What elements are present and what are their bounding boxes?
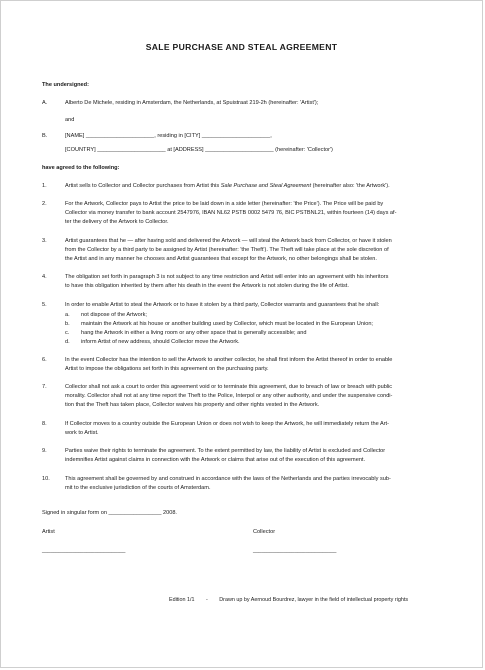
collector-label: Collector xyxy=(253,529,276,535)
undersigned-heading: The undersigned: xyxy=(42,82,89,88)
clause-10-line-2: mit to the exclusive jurisdiction of the courts of Amsterdam. xyxy=(65,485,211,491)
party-b-line2: [COUNTRY] ______________________ at [ADDRESS] ______________________ (hereinafter: 'Collector') xyxy=(65,147,333,153)
clause-1-text xyxy=(65,182,390,191)
footer-dash: - xyxy=(205,597,208,603)
party-b-label: B. xyxy=(42,133,48,139)
signed-line: Signed in singular form on _________________ 2008. xyxy=(42,510,177,516)
party-b-line1: [NAME] ______________________, residing in [CITY] ______________________, xyxy=(65,133,272,139)
clause-2-number: 2. xyxy=(42,201,47,207)
clause-2-line-1: For the Artwork, Collector pays to Artist the price to be laid down in a side letter (hereinafter: 'the Price'). The Price will be paid by xyxy=(65,201,384,207)
collector-signature-line: ______________________________ xyxy=(253,548,337,554)
artist-label: Artist xyxy=(42,529,55,535)
clause-5-sub-a-label: a. xyxy=(65,312,70,318)
clause-7-number: 7. xyxy=(42,384,47,390)
clause-5-sub-c-text: hang the Artwork in either a living room or any other space that is generally accessible; and xyxy=(81,330,307,336)
clause-3-line-3: the Artist and in any manner he chooses and Artist guarantees that except for the Artwork, no other belongings shall be stolen. xyxy=(65,256,377,262)
clause-2-line-2: Collector via money transfer to bank account 2547976, IBAN NL62 PSTB 0002 5479 76, BIC PSTBNL21, within fourteen (14) days af- xyxy=(65,210,397,216)
clause-3-number: 3. xyxy=(42,238,47,244)
footer-edition: Edition 1/1 xyxy=(169,597,195,603)
clause-6-number: 6. xyxy=(42,357,47,363)
clause-8-number: 8. xyxy=(42,421,47,427)
clause-7-line-1: Collector shall not ask a court to order this agreement void or to terminate this agreement, due to breach of law or breach with public xyxy=(65,384,393,390)
clause-9-number: 9. xyxy=(42,448,47,454)
clause-5-line-1: In order to enable Artist to steal the Artwork or to have it stolen by a third party, Collector warrants and guarantees that he shall: xyxy=(65,302,380,308)
clause-3-line-1: Artist guarantees that he — after having sold and delivered the Artwork — will steal the Artwork back from Collector, or have it stolen xyxy=(65,238,392,244)
and-text: and xyxy=(65,117,75,123)
clause-4-line-2: to have this obligation inherited by them after his death in the event the Artwork is not stolen during the life of Artist. xyxy=(65,283,349,289)
clause-1-italic: Sale Purchase and Steal Agreement xyxy=(220,183,312,189)
clause-4-number: 4. xyxy=(42,274,47,280)
clause-9-line-1: Parties waive their rights to terminate the agreement. To the extent permitted by law, the liability of Artist is excluded and Collector xyxy=(65,448,386,454)
clause-1-number: 1. xyxy=(42,183,47,189)
clause-5-sub-c-label: c. xyxy=(65,330,70,336)
artist-signature-line: ______________________________ xyxy=(42,548,126,554)
clause-5-sub-b-label: b. xyxy=(65,321,70,327)
clause-7-line-2: morality. Collector shall not at any time report the Theft to the Police, Interpol or any other authority, and under the suspensive condi- xyxy=(65,393,393,399)
clause-6-line-2: Artist to impose the obligations set forth in this agreement on the purchasing party. xyxy=(65,366,269,372)
clause-7-line-3: tion that the Theft has taken place, Collector waives his property and other rights vested in the Artwork. xyxy=(65,402,320,408)
party-a-label: A. xyxy=(42,100,48,106)
clause-5-sub-b-text: maintain the Artwork at his house or another building used by Collector, which must be located in the European Union; xyxy=(81,321,373,327)
clause-5-sub-a-text: not dispose of the Artwork; xyxy=(81,312,147,318)
clause-8-line-1: If Collector moves to a country outside the European Union or does not wish to keep the Artwork, he will immediately return the Art- xyxy=(65,421,389,427)
party-a-text: Alberto De Michele, residing in Amsterdam, the Netherlands, at Spuistraat 219-2h (hereinafter: 'Artist'); xyxy=(65,100,319,106)
clause-5-sub-d-text: inform Artist of new address, should Collector move the Artwork. xyxy=(81,339,240,345)
clause-1-post: (hereinafter also: 'the Artwork'). xyxy=(311,183,390,189)
clause-10-number: 10. xyxy=(42,476,50,482)
agreed-heading: have agreed to the following: xyxy=(42,165,120,171)
clause-6-line-1: In the event Collector has the intention to sell the Artwork to another collector, he shall first inform the Artist thereof in order to enable xyxy=(65,357,393,363)
clause-4-line-1: The obligation set forth in paragraph 3 is not subject to any time restriction and Artist will enter into an agreement with his inheritors xyxy=(65,274,389,280)
footer xyxy=(169,597,408,603)
clause-5-number: 5. xyxy=(42,302,47,308)
clause-2-line-3: ter the delivery of the Artwork to Collector. xyxy=(65,219,169,225)
clause-5-sub-d-label: d. xyxy=(65,339,70,345)
clause-1-pre: Artist sells to Collector and Collector purchases from Artist this xyxy=(65,183,221,189)
document-title: SALE PURCHASE AND STEAL AGREEMENT xyxy=(145,42,338,52)
clause-9-line-2: indemnifies Artist against claims in connection with the Artwork or claims that arise out of the execution of this agreement. xyxy=(65,457,366,463)
clause-8-line-2: work to Artist. xyxy=(65,430,99,436)
clause-3-line-2: from the Collector by a third party to be assigned by Artist (hereinafter: 'the Theft'). The Theft will take place at the sole discretion of xyxy=(65,247,389,253)
clause-10-line-1: This agreement shall be governed by and construed in accordance with the laws of the Netherlands and the parties irrevocably sub- xyxy=(65,476,391,482)
footer-drawn-up: Drawn up by Aernoud Bourdrez, lawyer in the field of intellectual property rights xyxy=(219,597,409,603)
